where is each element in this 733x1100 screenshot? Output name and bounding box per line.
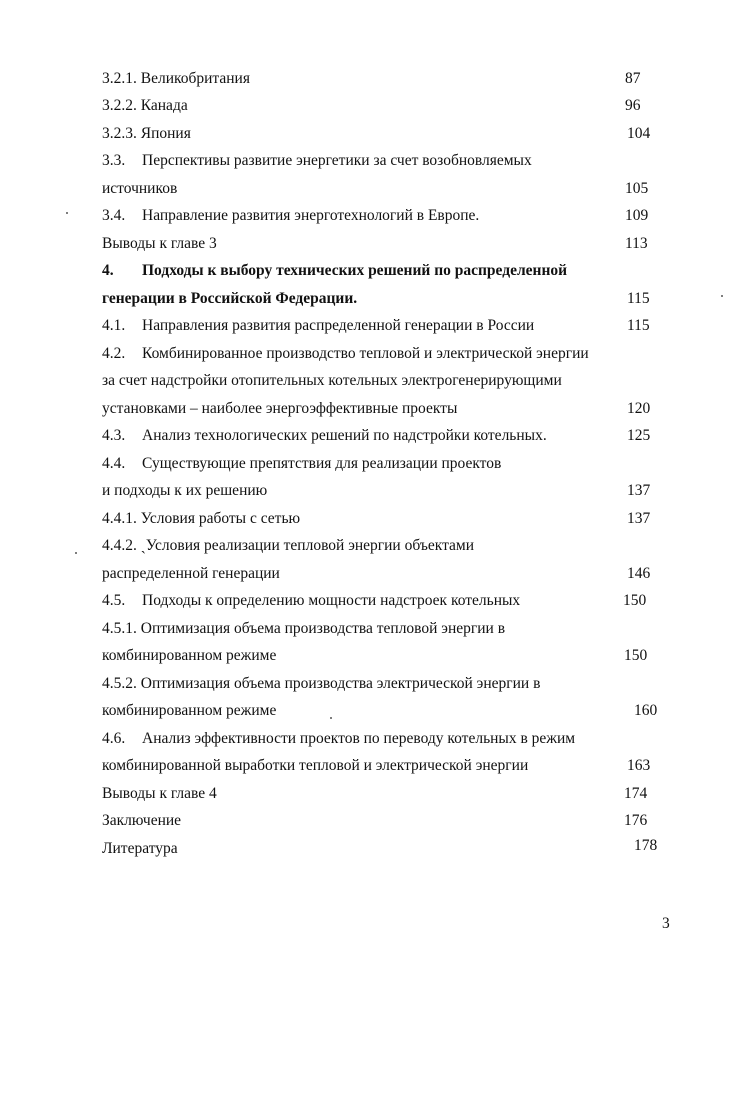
toc-entry-chapter-4: [102, 261, 567, 281]
toc-entry-4-5-1-cont: комбинированном режиме: [102, 647, 277, 664]
toc-page-4-4-1: 137: [627, 510, 651, 527]
toc-page-3-2-3: 104: [627, 125, 651, 142]
toc-page-3-2-1: 87: [625, 70, 641, 87]
toc-entry-3-2-1: 3.2.1. Великобритания: [102, 70, 250, 87]
toc-entry-4-5-1: 4.5.1. Оптимизация объема производства тепловой энергии в: [102, 620, 506, 637]
toc-title: Направление развития энерготехнологий в Европе.: [142, 207, 480, 224]
toc-entry-3-3-cont: источников: [102, 180, 178, 197]
toc-title: Анализ эффективности проектов по переводу котельных в режим: [142, 730, 576, 747]
toc-title: Существующие препятствия для реализации проектов: [142, 455, 502, 472]
toc-page-chapter-4: 115: [627, 290, 650, 307]
toc-entry-4-2-cont1: за счет надстройки отопительных котельных электрогенерирующими: [102, 372, 562, 389]
toc-page-4-5-2: 160: [634, 702, 658, 719]
toc-number: 4.3.: [102, 427, 126, 444]
toc-page-4-1: 115: [627, 317, 650, 334]
toc-entry-4-1: [102, 316, 534, 336]
toc-page-3-4: 109: [625, 207, 649, 224]
toc-entry-4-4-1: 4.4.1. Условия работы с сетью: [102, 510, 301, 527]
toc-title: Направления развития распределенной генерации в России: [142, 317, 535, 334]
toc-page-4-4: 137: [627, 482, 651, 499]
toc-entry-3-2-3: 3.2.3. Япония: [102, 125, 191, 142]
scan-speck: [66, 212, 68, 214]
toc-title: Комбинированное производство тепловой и электрической энергии: [142, 345, 589, 362]
toc-page-4-6: 163: [627, 757, 651, 774]
toc-entry-conclusions-ch3: Выводы к главе 3: [102, 235, 217, 252]
toc-page-4-4-2: 146: [627, 565, 651, 582]
toc-entry-4-3: [102, 426, 547, 446]
toc-number: 3.4.: [102, 207, 126, 224]
toc-title: Перспективы развитие энергетики за счет возобновляемых: [142, 152, 532, 169]
toc-entry-4-5: [102, 591, 520, 611]
toc-number: 4.: [102, 262, 114, 279]
toc-entry-3-3: [102, 151, 532, 171]
toc-entry-conclusion: Заключение: [102, 812, 182, 829]
scan-speck: [330, 717, 332, 719]
toc-entry-4-2-cont2: установками – наиболее энергоэффективные проекты: [102, 400, 458, 417]
toc-entry-4-5-2-cont: комбинированном режиме: [102, 702, 277, 719]
toc-page-conclusion: 176: [624, 812, 648, 829]
scan-speck: [75, 552, 77, 554]
toc-entry-4-4-2: 4.4.2. ˏУсловия реализации тепловой энергии объектами: [102, 537, 475, 554]
toc-page-4-2: 120: [627, 400, 651, 417]
page-number: 3: [662, 915, 670, 932]
toc-number: 4.6.: [102, 730, 126, 747]
toc-entry-chapter-4-cont: генерации в Российской Федерации.: [102, 290, 358, 307]
toc-entry-4-5-2: 4.5.2. Оптимизация объема производства электрической энергии в: [102, 675, 541, 692]
toc-number: 4.4.: [102, 455, 126, 472]
scan-speck: [721, 295, 723, 297]
toc-page-3-2-2: 96: [625, 97, 641, 114]
toc-entry-4-4: [102, 454, 501, 474]
toc-title: Анализ технологических решений по надстройки котельных.: [142, 427, 547, 444]
toc-number: 4.1.: [102, 317, 126, 334]
toc-page-conclusions-ch4: 174: [624, 785, 648, 802]
toc-page-3-3: 105: [625, 180, 649, 197]
toc-entry-4-6: [102, 729, 575, 749]
toc-entry-3-4: [102, 206, 479, 226]
toc-number: 4.5.: [102, 592, 126, 609]
toc-entry-4-4-cont: и подходы к их решению: [102, 482, 268, 499]
toc-page-conclusions-ch3: 113: [625, 235, 648, 252]
toc-page-4-3: 125: [627, 427, 651, 444]
toc-entry-4-6-cont: комбинированной выработки тепловой и электрической энергии: [102, 757, 529, 774]
toc-entry-references: Литература: [102, 840, 178, 857]
toc-page-references: 178: [634, 837, 658, 854]
toc-page-4-5-1: 150: [624, 647, 648, 664]
toc-number: 4.2.: [102, 345, 126, 362]
toc-page-4-5: 150: [623, 592, 647, 609]
toc-title: Подходы к определению мощности надстроек котельных: [142, 592, 521, 609]
toc-entry-4-4-2-cont: распределенной генерации: [102, 565, 280, 582]
toc-title: Подходы к выбору технических решений по распределенной: [142, 262, 568, 279]
toc-entry-4-2: [102, 344, 589, 364]
toc-number: 3.3.: [102, 152, 126, 169]
toc-entry-conclusions-ch4: Выводы к главе 4: [102, 785, 217, 802]
toc-entry-3-2-2: 3.2.2. Канада: [102, 97, 188, 114]
